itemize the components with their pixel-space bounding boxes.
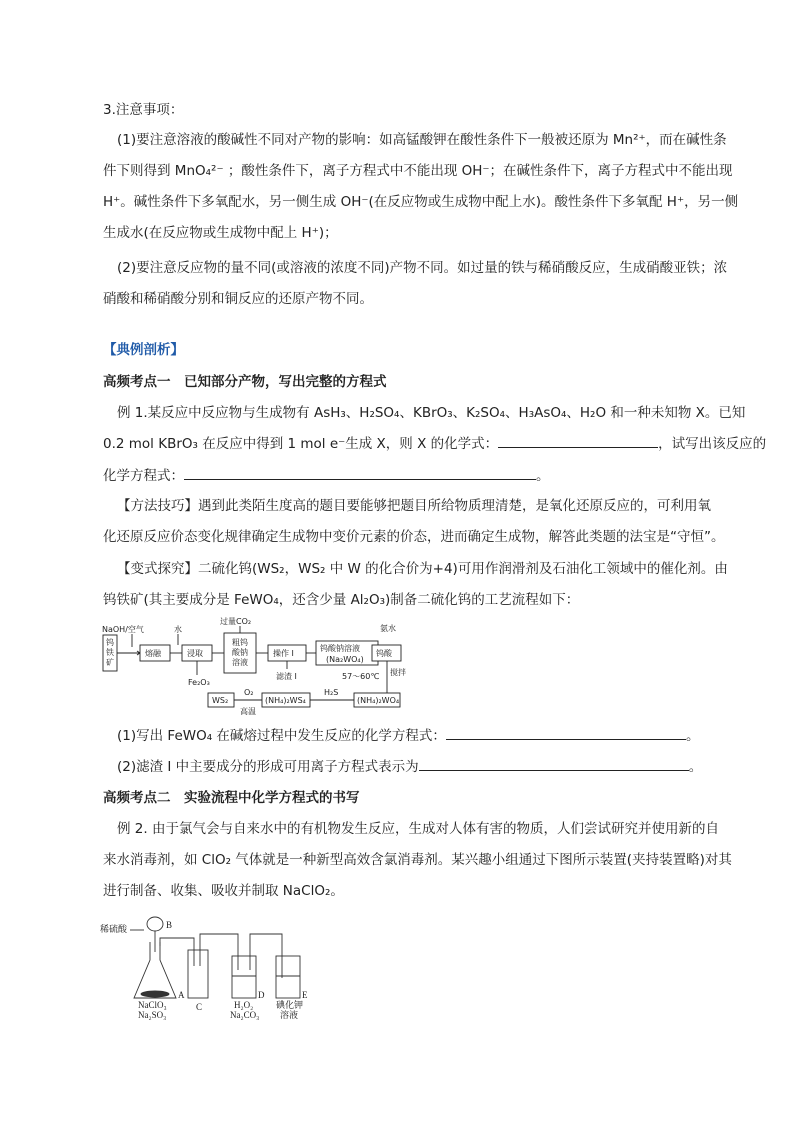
naoh-air-label: NaOH/空气	[102, 625, 144, 634]
example-line	[103, 466, 550, 485]
label-e: E	[302, 990, 308, 1000]
label-b: B	[166, 920, 173, 930]
answer-blank[interactable]	[498, 434, 658, 448]
paragraph-line: 硝酸和稀硝酸分别和铜反应的还原产物不同。	[103, 291, 373, 307]
variant-line: 【变式探究】二硫化钨(WS₂，WS₂ 中 W 的化合价为+4)可用作润滑剂及石油化工领域中的催化剂。由	[117, 561, 728, 577]
temp-label: 57～60℃	[342, 672, 380, 681]
fe2o3-label: Fe₂O₃	[188, 678, 210, 687]
collection-bottle	[188, 950, 208, 998]
question-text: (1)写出 FeWO₄ 在碱熔过程中发生反应的化学方程式：	[117, 728, 446, 744]
question-text: 。	[688, 759, 703, 775]
dropping-funnel	[147, 917, 163, 931]
ammonia-label: 氨水	[380, 624, 396, 633]
ore-label: 钨铁矿	[106, 638, 114, 667]
tungstate-label: 钨酸钠溶液	[320, 644, 360, 653]
example-text: 化学方程式：	[103, 468, 184, 484]
paragraph-line: 生成水(在反应物或生成物中配上 H⁺)；	[103, 225, 338, 241]
reagent-e1: 碘化钾	[276, 1000, 304, 1010]
melt-label: 熔融	[145, 649, 161, 658]
answer-blank[interactable]	[419, 757, 689, 771]
leach-label: 浸取	[187, 649, 203, 658]
solid-reagent	[141, 991, 169, 997]
co2-label: 过量CO₂	[220, 617, 252, 626]
example-text: 。	[536, 468, 550, 484]
o2-label: O₂	[244, 688, 254, 697]
answer-blank[interactable]	[446, 726, 686, 740]
section-label: 【典例剖析】	[103, 342, 184, 358]
process-flow-diagram	[102, 617, 406, 717]
absorption-bottle	[276, 956, 300, 998]
reagent-d2: Na₂CO₃	[230, 1010, 260, 1020]
reagent-a2: Na₂SO₃	[138, 1010, 167, 1020]
example-line: 来水消毒剂，如 ClO₂ 气体就是一种新型高效含氯消毒剂。某兴趣小组通过下图所示装置(夹持装置略)对其	[103, 852, 732, 868]
acid-label: 稀硫酸	[100, 924, 128, 934]
label-a: A	[178, 990, 185, 1000]
water-label: 水	[174, 625, 182, 634]
reagent-a1: NaClO₃	[138, 1000, 167, 1010]
example-line: 例 1.某反应中反应物与生成物有 AsH₃、H₂SO₄、KBrO₃、K₂SO₄、H₃AsO₄、H₂O 和一种未知物 X。已知	[117, 405, 746, 421]
label-c: C	[196, 1002, 203, 1012]
example-text: ，试写出该反应的	[658, 436, 767, 452]
method-tip-line: 化还原反应价态变化规律确定生成物中变价元素的价态，进而确定生成物，解答此类题的法宝是“守恒”。	[103, 529, 725, 545]
paragraph-line: 件下则得到 MnO₄²⁻ ；酸性条件下，离子方程式中不能出现 OH⁻；在碱性条件下，离子方程式中不能出现	[103, 163, 733, 179]
method-tip-line: 【方法技巧】遇到此类陌生度高的题目要能够把题目所给物质理清楚，是氧化还原反应的，可利用氧	[117, 498, 711, 514]
reagent-d1: H₂O₂	[234, 1000, 254, 1010]
reagent-e2: 溶液	[280, 1010, 299, 1020]
question-text: 。	[685, 728, 700, 744]
op1-label: 操作 I	[273, 649, 294, 658]
question-line	[117, 726, 699, 745]
apparatus-diagram	[100, 910, 320, 1020]
section-heading: 3.注意事项：	[103, 102, 184, 118]
paragraph-line: (2)要注意反应物的量不同(或溶液的浓度不同)产物不同。如过量的铁与稀硝酸反应，生成硝酸亚铁；浓	[117, 260, 728, 276]
paragraph-line: H⁺。碱性条件下多氧配水，另一侧生成 OH⁻(在反应物或生成物中配上水)。酸性条件下多氧配 H⁺，另一侧	[103, 194, 739, 210]
absorption-bottle	[232, 956, 256, 998]
example-line	[103, 434, 766, 453]
example-line: 例 2. 由于氯气会与自来水中的有机物发生反应，生成对人体有害的物质，人们尝试研究并使用新的自	[117, 821, 719, 837]
label-d: D	[258, 990, 265, 1000]
stir-label: 搅拌	[390, 668, 406, 677]
answer-blank[interactable]	[184, 466, 536, 480]
na2wo4-label: (Na₂WO₄)	[326, 655, 364, 664]
high-temp-label: 高温	[240, 707, 256, 716]
question-text: (2)滤渣 I 中主要成分的形成可用离子方程式表示为	[117, 759, 419, 775]
example-text: 0.2 mol KBrO₃ 在反应中得到 1 mol e⁻生成 X，则 X 的化学式：	[103, 436, 499, 452]
tungstic-acid-label: 钨酸	[376, 649, 392, 658]
ws2-label: WS₂	[212, 696, 229, 705]
example-line: 进行制备、收集、吸收并制取 NaClO₂。	[103, 883, 344, 899]
point-title: 高频考点一 已知部分产物，写出完整的方程式	[103, 374, 387, 390]
ammonium-tungstate-label: (NH₄)₂WO₄	[357, 696, 400, 705]
connecting-tube	[160, 938, 194, 966]
paragraph-line: (1)要注意溶液的酸碱性不同对产物的影响：如高锰酸钾在酸性条件下一般被还原为 Mn²⁺，而在碱性条	[117, 132, 727, 148]
point-title: 高频考点二 实验流程中化学方程式的书写	[103, 790, 360, 806]
variant-line: 钨铁矿(其主要成分是 FeWO₄，还含少量 Al₂O₃)制备二硫化钨的工艺流程如下：	[103, 592, 580, 608]
h2s-label: H₂S	[324, 688, 339, 697]
question-line	[117, 757, 702, 776]
residue-label: 滤渣 I	[276, 672, 297, 681]
ammonium-thiotungstate-label: (NH₄)₂WS₄	[265, 696, 306, 705]
crude-label: 粗钨酸钠溶液	[232, 638, 248, 667]
